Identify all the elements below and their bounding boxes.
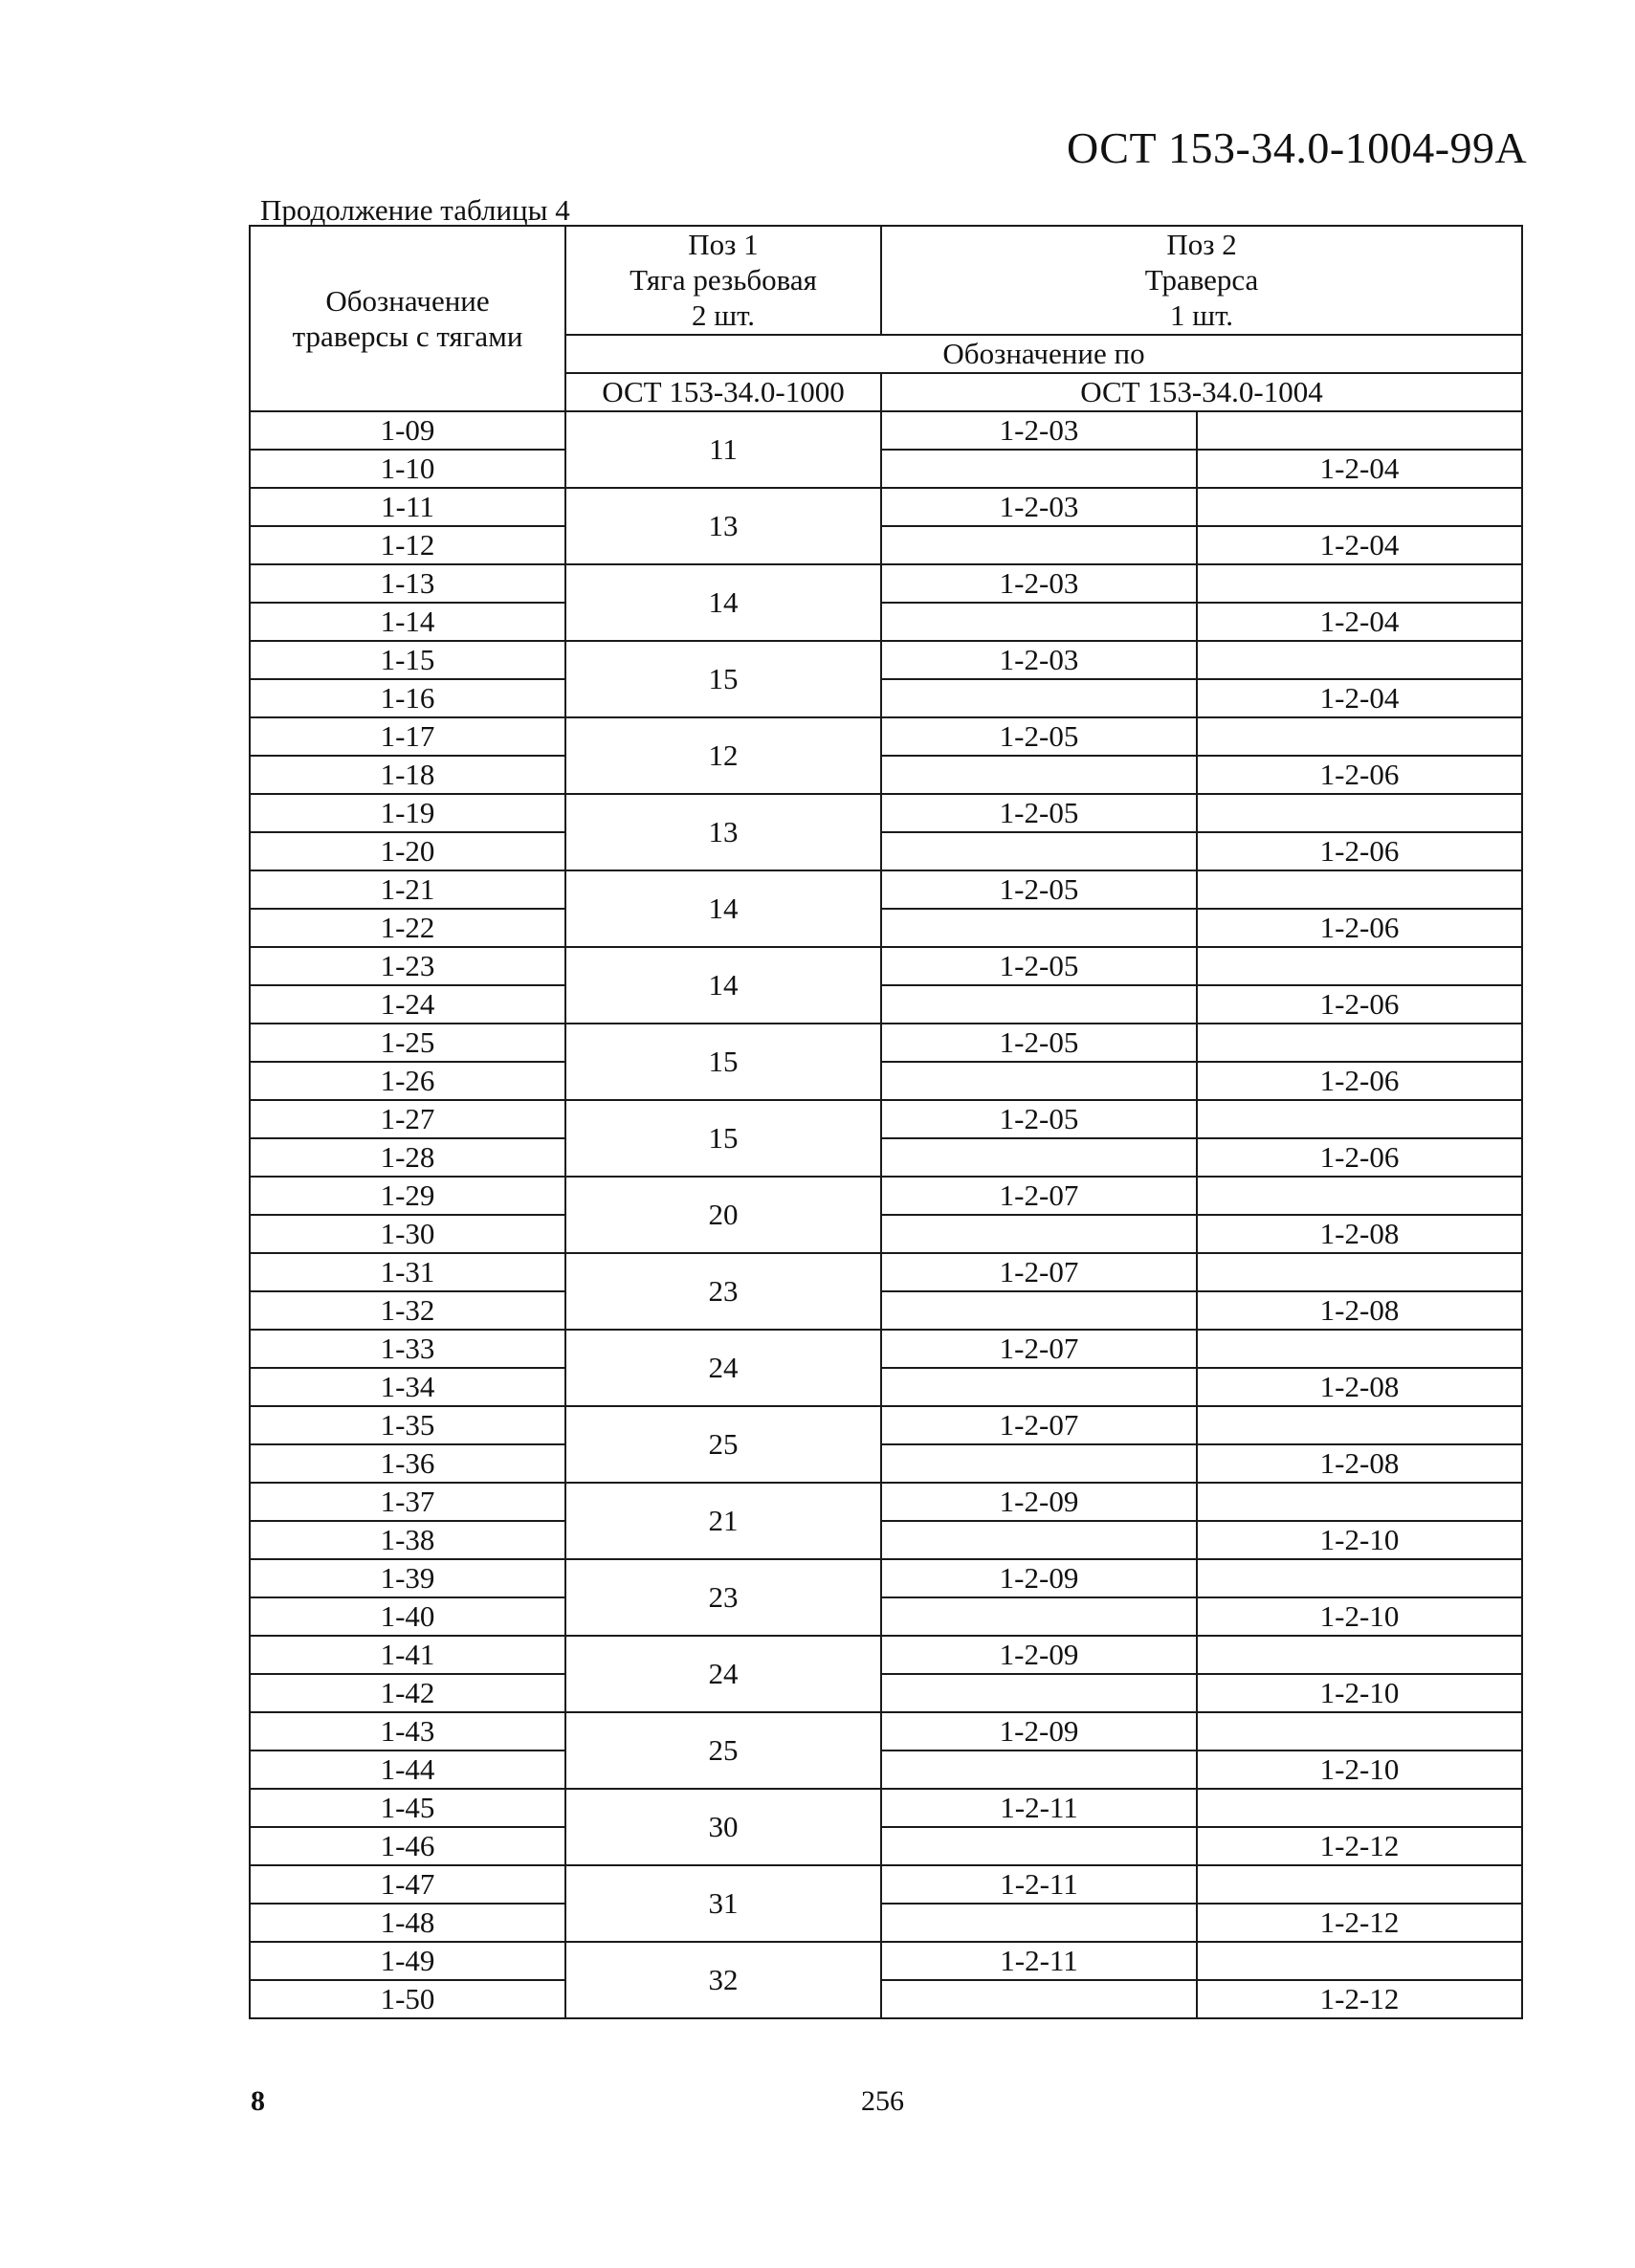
table-row	[250, 1024, 1522, 1062]
designation-cell: 1-18	[250, 756, 565, 794]
table-row	[250, 1904, 1522, 1942]
designation-cell: 1-32	[250, 1291, 565, 1330]
designation-cell: 1-29	[250, 1177, 565, 1215]
table-header	[250, 226, 1522, 411]
table-row	[250, 717, 1522, 756]
table-row	[250, 1636, 1522, 1674]
empty-cell	[881, 1444, 1197, 1483]
empty-cell	[1197, 641, 1522, 679]
rod-cell: 21	[565, 1483, 881, 1559]
designation-cell: 1-11	[250, 488, 565, 526]
traverse-cell: 1-2-03	[881, 564, 1197, 603]
designation-cell: 1-19	[250, 794, 565, 832]
designation-cell: 1-20	[250, 832, 565, 870]
designation-cell: 1-25	[250, 1024, 565, 1062]
traverse-cell: 1-2-09	[881, 1712, 1197, 1751]
rod-cell: 14	[565, 564, 881, 641]
designation-cell: 1-10	[250, 450, 565, 488]
empty-cell	[881, 1751, 1197, 1789]
traverse-cell: 1-2-06	[1197, 985, 1522, 1024]
empty-cell	[1197, 1559, 1522, 1597]
table-row	[250, 679, 1522, 717]
empty-cell	[881, 1674, 1197, 1712]
empty-cell	[881, 1980, 1197, 2018]
traverse-cell: 1-2-10	[1197, 1674, 1522, 1712]
table-row	[250, 1444, 1522, 1483]
traverse-cell: 1-2-03	[881, 411, 1197, 450]
empty-cell	[1197, 717, 1522, 756]
empty-cell	[881, 1291, 1197, 1330]
traverse-cell: 1-2-03	[881, 488, 1197, 526]
rod-cell: 31	[565, 1865, 881, 1942]
empty-cell	[1197, 488, 1522, 526]
table-row	[250, 1062, 1522, 1100]
header-standard-1000: ОСТ 153-34.0-1000	[565, 373, 881, 411]
table-row	[250, 1177, 1522, 1215]
empty-cell	[881, 909, 1197, 947]
traverse-cell: 1-2-06	[1197, 756, 1522, 794]
empty-cell	[881, 1215, 1197, 1253]
empty-cell	[881, 603, 1197, 641]
traverse-cell: 1-2-07	[881, 1406, 1197, 1444]
traverse-cell: 1-2-11	[881, 1789, 1197, 1827]
designation-cell: 1-43	[250, 1712, 565, 1751]
traverse-cell: 1-2-06	[1197, 1138, 1522, 1177]
designation-cell: 1-28	[250, 1138, 565, 1177]
empty-cell	[1197, 564, 1522, 603]
table-row	[250, 1942, 1522, 1980]
empty-cell	[1197, 1789, 1522, 1827]
table-row	[250, 1597, 1522, 1636]
designation-cell: 1-49	[250, 1942, 565, 1980]
traverse-cell: 1-2-04	[1197, 679, 1522, 717]
traverse-cell: 1-2-04	[1197, 603, 1522, 641]
table-row	[250, 794, 1522, 832]
traverse-cell: 1-2-09	[881, 1636, 1197, 1674]
table-row	[250, 1253, 1522, 1291]
header-pos1-qty: 2 шт.	[691, 298, 756, 333]
designation-cell: 1-47	[250, 1865, 565, 1904]
designation-cell: 1-36	[250, 1444, 565, 1483]
empty-cell	[881, 1138, 1197, 1177]
rod-cell: 25	[565, 1712, 881, 1789]
traverse-cell: 1-2-05	[881, 1100, 1197, 1138]
designation-cell: 1-26	[250, 1062, 565, 1100]
table-row	[250, 909, 1522, 947]
rod-cell: 30	[565, 1789, 881, 1865]
empty-cell	[1197, 1024, 1522, 1062]
table-row	[250, 488, 1522, 526]
table-row	[250, 1751, 1522, 1789]
table-row	[250, 1865, 1522, 1904]
rod-cell: 13	[565, 488, 881, 564]
designation-cell: 1-41	[250, 1636, 565, 1674]
table-row	[250, 832, 1522, 870]
rod-cell: 15	[565, 1024, 881, 1100]
traverse-cell: 1-2-08	[1197, 1444, 1522, 1483]
rod-cell: 23	[565, 1253, 881, 1330]
designation-cell: 1-37	[250, 1483, 565, 1521]
traverse-cell: 1-2-05	[881, 717, 1197, 756]
rod-cell: 20	[565, 1177, 881, 1253]
traverse-cell: 1-2-03	[881, 641, 1197, 679]
designation-cell: 1-21	[250, 870, 565, 909]
table-row	[250, 450, 1522, 488]
rod-cell: 14	[565, 947, 881, 1024]
rod-cell: 11	[565, 411, 881, 488]
designation-cell: 1-34	[250, 1368, 565, 1406]
header-pos2	[881, 226, 1522, 335]
table-row	[250, 1712, 1522, 1751]
traverse-cell: 1-2-05	[881, 794, 1197, 832]
designation-cell: 1-14	[250, 603, 565, 641]
table-row	[250, 526, 1522, 564]
table-row	[250, 1368, 1522, 1406]
empty-cell	[1197, 794, 1522, 832]
table-row	[250, 756, 1522, 794]
table-row	[250, 564, 1522, 603]
empty-cell	[881, 1827, 1197, 1865]
table-row	[250, 411, 1522, 450]
table-row	[250, 1980, 1522, 2018]
traverse-cell: 1-2-08	[1197, 1291, 1522, 1330]
table-caption: Продолжение таблицы 4	[260, 193, 570, 227]
designation-cell: 1-42	[250, 1674, 565, 1712]
empty-cell	[1197, 1942, 1522, 1980]
traverse-cell: 1-2-11	[881, 1865, 1197, 1904]
header-designation-by: Обозначение по	[565, 335, 1522, 373]
traverse-cell: 1-2-05	[881, 870, 1197, 909]
header-standard-1004: ОСТ 153-34.0-1004	[881, 373, 1522, 411]
table-row	[250, 1827, 1522, 1865]
designation-cell: 1-12	[250, 526, 565, 564]
rod-cell: 14	[565, 870, 881, 947]
traverse-cell: 1-2-05	[881, 947, 1197, 985]
rod-cell: 24	[565, 1330, 881, 1406]
empty-cell	[1197, 1712, 1522, 1751]
rod-cell: 32	[565, 1942, 881, 2018]
designation-cell: 1-39	[250, 1559, 565, 1597]
rod-cell: 12	[565, 717, 881, 794]
designation-cell: 1-33	[250, 1330, 565, 1368]
designation-cell: 1-09	[250, 411, 565, 450]
header-pos2-name: Траверса	[1144, 263, 1259, 297]
empty-cell	[881, 1904, 1197, 1942]
spec-table	[249, 225, 1523, 2019]
traverse-cell: 1-2-12	[1197, 1827, 1522, 1865]
designation-cell: 1-40	[250, 1597, 565, 1636]
traverse-cell: 1-2-12	[1197, 1980, 1522, 2018]
designation-cell: 1-24	[250, 985, 565, 1024]
empty-cell	[881, 832, 1197, 870]
empty-cell	[1197, 1636, 1522, 1674]
empty-cell	[1197, 1865, 1522, 1904]
empty-cell	[1197, 1100, 1522, 1138]
document-code: ОСТ 153-34.0-1004-99А	[1067, 123, 1528, 172]
traverse-cell: 1-2-10	[1197, 1597, 1522, 1636]
designation-cell: 1-31	[250, 1253, 565, 1291]
empty-cell	[1197, 1483, 1522, 1521]
designation-cell: 1-30	[250, 1215, 565, 1253]
designation-cell: 1-46	[250, 1827, 565, 1865]
traverse-cell: 1-2-06	[1197, 909, 1522, 947]
designation-cell: 1-17	[250, 717, 565, 756]
table-row	[250, 1789, 1522, 1827]
table-row	[250, 1330, 1522, 1368]
rod-cell: 25	[565, 1406, 881, 1483]
traverse-cell: 1-2-08	[1197, 1215, 1522, 1253]
traverse-cell: 1-2-04	[1197, 526, 1522, 564]
table-row	[250, 1138, 1522, 1177]
header-pos2-qty: 1 шт.	[1169, 298, 1234, 333]
traverse-cell: 1-2-06	[1197, 832, 1522, 870]
traverse-cell: 1-2-11	[881, 1942, 1197, 1980]
traverse-cell: 1-2-07	[881, 1330, 1197, 1368]
empty-cell	[1197, 1406, 1522, 1444]
empty-cell	[1197, 947, 1522, 985]
designation-cell: 1-15	[250, 641, 565, 679]
page-number-center: 256	[861, 2085, 904, 2117]
designation-cell: 1-35	[250, 1406, 565, 1444]
header-designation: Обозначение траверсы с тягами	[250, 226, 565, 411]
designation-cell: 1-44	[250, 1751, 565, 1789]
designation-cell: 1-38	[250, 1521, 565, 1559]
empty-cell	[881, 1062, 1197, 1100]
table-row	[250, 1215, 1522, 1253]
page-number-left: 8	[251, 2085, 265, 2117]
traverse-cell: 1-2-09	[881, 1559, 1197, 1597]
table-row	[250, 603, 1522, 641]
traverse-cell: 1-2-06	[1197, 1062, 1522, 1100]
empty-cell	[1197, 1177, 1522, 1215]
table-row	[250, 947, 1522, 985]
empty-cell	[881, 756, 1197, 794]
empty-cell	[1197, 870, 1522, 909]
empty-cell	[881, 679, 1197, 717]
traverse-cell: 1-2-05	[881, 1024, 1197, 1062]
traverse-cell: 1-2-12	[1197, 1904, 1522, 1942]
traverse-cell: 1-2-10	[1197, 1751, 1522, 1789]
header-pos1	[565, 226, 881, 335]
rod-cell: 15	[565, 641, 881, 717]
designation-cell: 1-48	[250, 1904, 565, 1942]
table-row	[250, 1291, 1522, 1330]
empty-cell	[881, 450, 1197, 488]
empty-cell	[1197, 411, 1522, 450]
traverse-cell: 1-2-04	[1197, 450, 1522, 488]
table-row	[250, 1559, 1522, 1597]
table-row	[250, 985, 1522, 1024]
table-row	[250, 870, 1522, 909]
rod-cell: 15	[565, 1100, 881, 1177]
traverse-cell: 1-2-07	[881, 1253, 1197, 1291]
traverse-cell: 1-2-07	[881, 1177, 1197, 1215]
header-pos1-title: Поз 1	[688, 228, 759, 261]
empty-cell	[881, 526, 1197, 564]
table-body	[250, 411, 1522, 2018]
empty-cell	[1197, 1253, 1522, 1291]
table-row	[250, 1100, 1522, 1138]
empty-cell	[881, 1368, 1197, 1406]
traverse-cell: 1-2-10	[1197, 1521, 1522, 1559]
designation-cell: 1-27	[250, 1100, 565, 1138]
designation-cell: 1-16	[250, 679, 565, 717]
rod-cell: 13	[565, 794, 881, 870]
header-pos2-title: Поз 2	[1166, 228, 1237, 261]
table-row	[250, 1483, 1522, 1521]
designation-cell: 1-45	[250, 1789, 565, 1827]
designation-cell: 1-13	[250, 564, 565, 603]
designation-cell: 1-22	[250, 909, 565, 947]
header-pos1-name: Тяга резьбовая	[630, 263, 817, 297]
empty-cell	[1197, 1330, 1522, 1368]
rod-cell: 24	[565, 1636, 881, 1712]
empty-cell	[881, 1521, 1197, 1559]
table-row	[250, 1674, 1522, 1712]
table-row	[250, 1521, 1522, 1559]
traverse-cell: 1-2-09	[881, 1483, 1197, 1521]
traverse-cell: 1-2-08	[1197, 1368, 1522, 1406]
empty-cell	[881, 1597, 1197, 1636]
table-row	[250, 641, 1522, 679]
rod-cell: 23	[565, 1559, 881, 1636]
designation-cell: 1-50	[250, 1980, 565, 2018]
empty-cell	[881, 985, 1197, 1024]
designation-cell: 1-23	[250, 947, 565, 985]
table-row	[250, 1406, 1522, 1444]
